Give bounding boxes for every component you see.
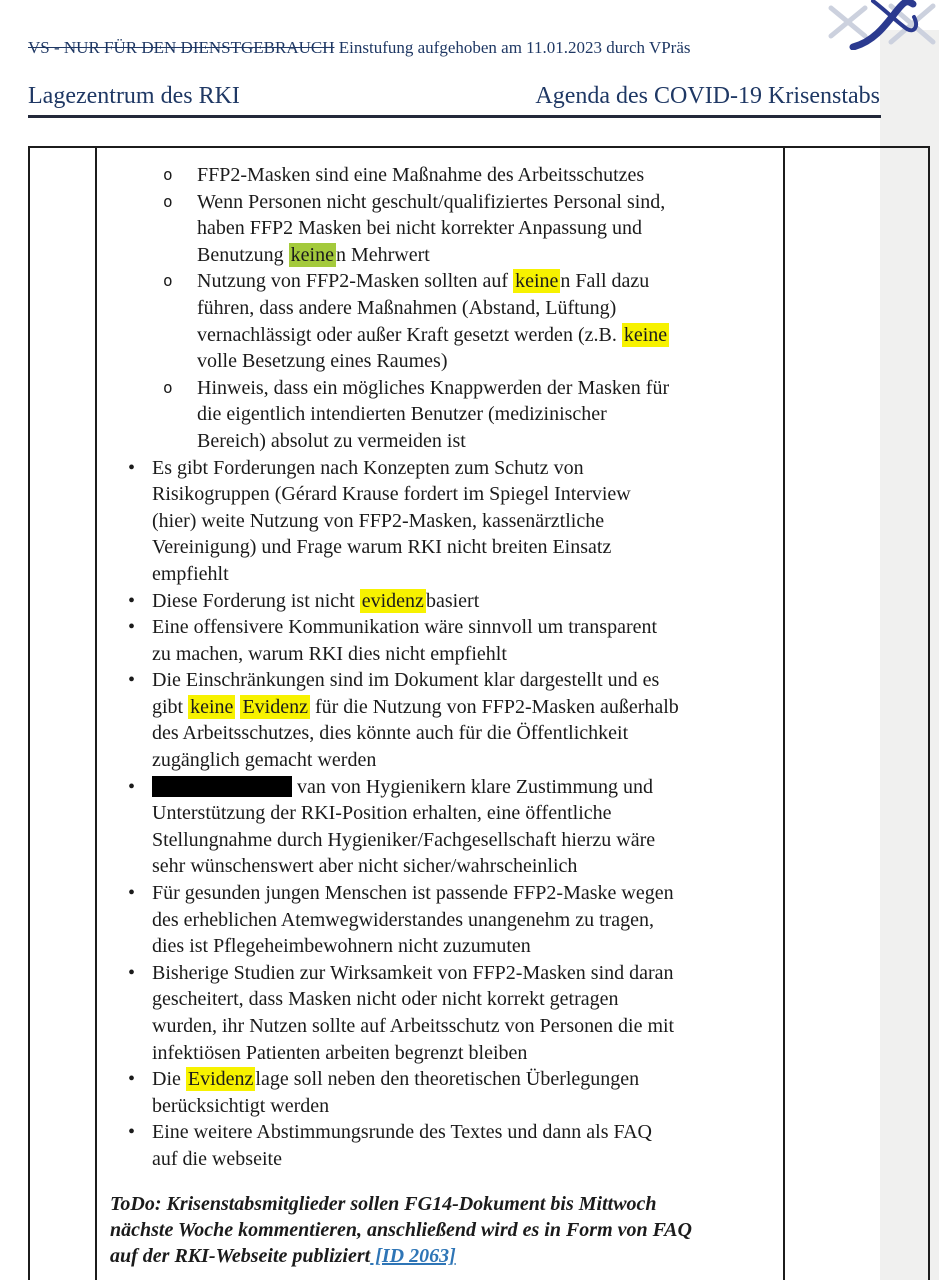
- highlighted-text: keine: [190, 695, 234, 718]
- list-line: Vereinigung) und Frage warum RKI nicht breiten Einsatz: [152, 536, 612, 559]
- list-item: [97, 880, 781, 960]
- table-column-divider-right: [783, 146, 785, 1280]
- list-line: Die Evidenz lage soll neben den theoretischen Überlegungen: [152, 1068, 640, 1091]
- list-item: [97, 667, 781, 773]
- todo-paragraph: [97, 1191, 781, 1270]
- list-line: Unterstützung der RKI-Position erhalten, eine öffentliche: [152, 802, 612, 825]
- list-item: [97, 189, 781, 269]
- list-line: führen, dass andere Maßnahmen (Abstand, Lüftung): [197, 296, 617, 319]
- disc-bullet-icon: •: [128, 1068, 136, 1091]
- disc-bullet-icon: •: [128, 589, 136, 612]
- list-line: gescheitert, dass Masken nicht oder nicht korrekt getragen: [152, 988, 619, 1011]
- header-rule: [28, 115, 881, 118]
- list-line: Die Einschränkungen sind im Dokument klar dargestellt und es: [152, 669, 660, 692]
- disc-bullet-icon: •: [128, 669, 136, 692]
- circle-bullet-icon: o: [163, 165, 173, 184]
- list-line: sehr wünschenswert aber nicht sicher/wahrscheinlich: [152, 855, 578, 878]
- list-line: Diese Forderung ist nicht evidenz basiert: [152, 589, 480, 612]
- disc-bullet-icon: •: [128, 961, 136, 984]
- disc-bullet-icon: •: [128, 456, 136, 479]
- list-item: [97, 774, 781, 880]
- table-border-left: [28, 146, 30, 1280]
- disc-bullet-icon: •: [128, 1121, 136, 1144]
- circle-bullet-icon: o: [163, 271, 173, 291]
- doc-title-right: Agenda des COVID-19 Krisenstabs: [535, 83, 880, 109]
- list-line: wurden, ihr Nutzen sollte auf Arbeitsschutz von Personen die mit: [152, 1015, 675, 1037]
- list-line: infektiösen Patienten arbeiten begrenzt bleiben: [152, 1041, 528, 1064]
- list-line: zu machen, warum RKI dies nicht empfiehlt: [152, 642, 507, 665]
- list-line: Risikogruppen (Gérard Krause fordert im Spiegel Interview: [152, 483, 631, 506]
- list-item: [97, 1119, 781, 1172]
- list-line: Eine offensivere Kommunikation wäre sinnvoll um transparent: [152, 616, 658, 639]
- list-line: Benutzung keine n Mehrwert: [197, 243, 430, 266]
- list-item: [97, 960, 781, 1066]
- classification-note: Einstufung aufgehoben am 11.01.2023 durch VPräs: [338, 38, 691, 57]
- doc-title-left: Lagezentrum des RKI: [28, 83, 240, 109]
- todo-line: ToDo: Krisenstabsmitglieder sollen FG14-Dokument bis Mittwoch: [110, 1192, 657, 1215]
- list-item: [97, 614, 781, 667]
- highlighted-text: evidenz: [361, 589, 424, 612]
- list-line: FFP2-Masken sind eine Maßnahme des Arbeitsschutzes: [197, 164, 645, 186]
- list-line: volle Besetzung eines Raumes): [197, 350, 448, 373]
- header-titles: [28, 83, 880, 110]
- list-item: [97, 588, 781, 615]
- list-line: Bisherige Studien zur Wirksamkeit von FFP2-Masken sind daran: [152, 961, 674, 984]
- id-link[interactable]: [ID 2063]: [370, 1244, 456, 1267]
- list-line: berücksichtigt werden: [152, 1094, 330, 1117]
- list-item: [97, 162, 781, 189]
- circle-bullet-icon: o: [163, 191, 173, 211]
- list-line: Es gibt Forderungen nach Konzepten zum Schutz von: [152, 456, 584, 479]
- list-line: Für gesunden jungen Menschen ist passende FFP2-Maske wegen: [152, 882, 674, 905]
- list-line: des Arbeitsschutzes, dies könnte auch für die Öffentlichkeit: [152, 722, 629, 745]
- list-item: [97, 455, 781, 588]
- agenda-table-cell: [97, 148, 781, 1269]
- disc-bullet-icon: •: [128, 882, 136, 905]
- disc-bullet-icon: •: [128, 775, 136, 798]
- page-edge-strip: [880, 30, 939, 1280]
- list-line: Stellungnahme durch Hygieniker/Fachgesellschaft hierzu wäre: [152, 828, 656, 851]
- todo-line: auf der RKI-Webseite publiziert [ID 2063]: [110, 1244, 456, 1267]
- list-line: vernachlässigt oder außer Kraft gesetzt werden (z.B. keine: [197, 323, 668, 346]
- highlighted-text: keine: [623, 323, 668, 346]
- list-line: die eigentlich intendierten Benutzer (medizinischer: [197, 403, 607, 426]
- list-line: haben FFP2 Masken bei nicht korrekter Anpassung und: [197, 217, 642, 240]
- list-line: Wenn Personen nicht geschult/qualifiziertes Personal sind,: [197, 190, 666, 213]
- disc-bullet-icon: •: [128, 616, 136, 639]
- list-line: (hier) weite Nutzung von FFP2-Masken, kassenärztliche: [152, 509, 605, 532]
- highlighted-text: Evidenz: [187, 1068, 254, 1091]
- list-line: des erheblichen Atemwegwiderstandes unangenehm zu tragen,: [152, 908, 655, 931]
- list-line: Hinweis, dass ein mögliches Knappwerden der Masken für: [197, 376, 670, 399]
- list-line: dies ist Pflegeheimbewohnern nicht zuzumuten: [152, 935, 531, 958]
- list-line: zugänglich gemacht werden: [152, 749, 377, 772]
- list-line: Nutzung von FFP2-Masken sollten auf keine n Fall dazu: [197, 270, 650, 293]
- highlighted-text: keine: [290, 243, 334, 266]
- rki-ribbon-logo-icon: [823, 0, 939, 50]
- redaction-bar: [152, 776, 292, 797]
- highlighted-text: keine: [515, 270, 559, 293]
- list-line: van von Hygienikern klare Zustimmung und: [97, 774, 781, 801]
- list-line: empfiehlt: [152, 562, 229, 585]
- list-line: auf die webseite: [152, 1147, 282, 1170]
- circle-bullet-icon: o: [163, 377, 173, 397]
- list-item: [97, 268, 781, 374]
- classification-banner: [28, 38, 691, 58]
- highlighted-text: Evidenz: [242, 695, 308, 718]
- todo-line: nächste Woche kommentieren, anschließend wird es in Form von FAQ: [110, 1218, 692, 1241]
- table-border-right: [928, 146, 930, 1280]
- classification-struck-text: VS - NUR FÜR DEN DIENSTGEBRAUCH: [28, 38, 335, 57]
- list-line: gibt keine Evidenz für die Nutzung von FFP2-Masken außerhalb: [152, 695, 679, 718]
- list-line: Eine weitere Abstimmungsrunde des Textes und dann als FAQ: [152, 1121, 652, 1144]
- list-line: Bereich) absolut zu vermeiden ist: [197, 429, 466, 452]
- list-item: [97, 375, 781, 455]
- list-item: [97, 1066, 781, 1119]
